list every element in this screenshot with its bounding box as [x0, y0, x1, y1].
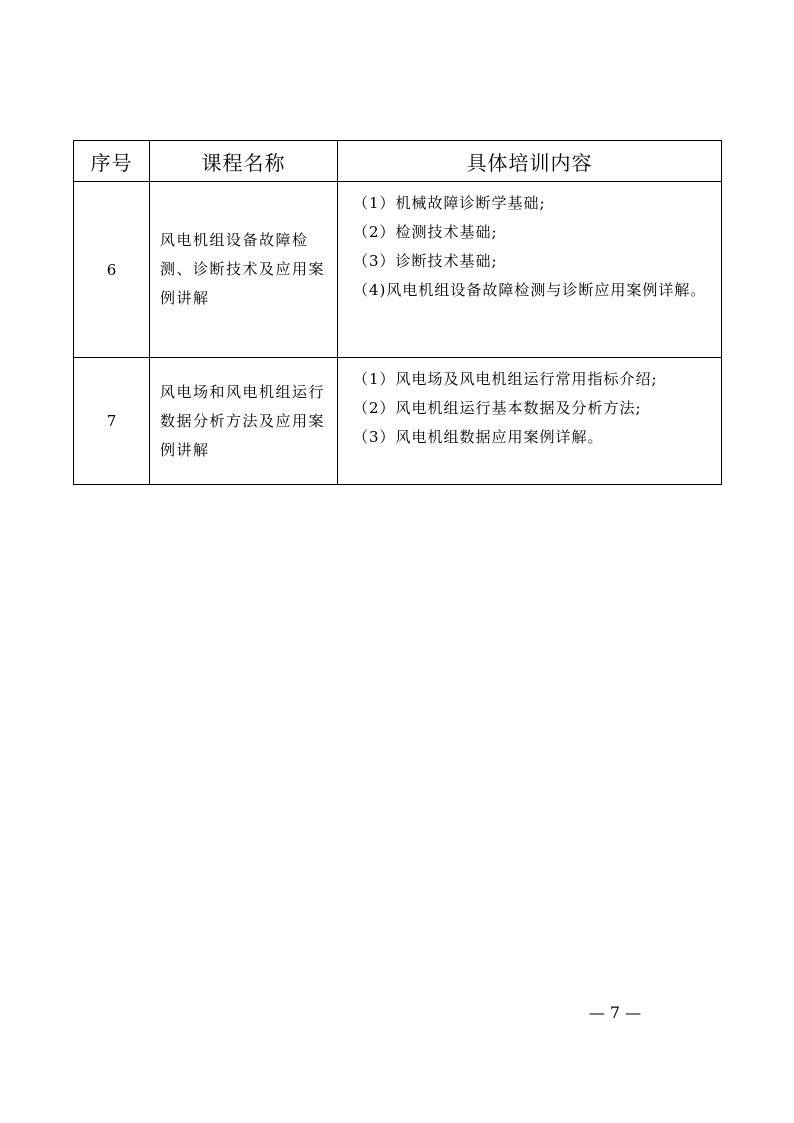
row-seq: 7	[74, 358, 150, 485]
row-seq: 6	[74, 182, 150, 358]
row-course-name: 风电场和风电机组运行数据分析方法及应用案例讲解	[150, 358, 338, 485]
content-item: （3）诊断技术基础;	[353, 252, 498, 270]
content-item: （3）风电机组数据应用案例详解。	[353, 428, 604, 446]
row-course-name: 风电机组设备故障检测、诊断技术及应用案例讲解	[150, 182, 338, 358]
table-header-row	[74, 141, 722, 182]
page-number: — 7 —	[588, 1003, 642, 1022]
content-item: （2）风电机组运行基本数据及分析方法;	[353, 399, 642, 417]
training-content-table	[73, 140, 722, 485]
content-item: （1）风电场及风电机组运行常用指标介绍;	[353, 370, 658, 388]
content-item: （2）检测技术基础;	[353, 223, 498, 241]
header-course-name: 课程名称	[150, 141, 338, 182]
header-seq: 序号	[74, 141, 150, 182]
content-item: （4)风电机组设备故障检测与诊断应用案例详解。	[353, 281, 707, 299]
table-row	[74, 182, 722, 358]
header-training-content: 具体培训内容	[338, 141, 722, 182]
row-training-content	[338, 358, 722, 485]
table-row	[74, 358, 722, 485]
row-training-content	[338, 182, 722, 358]
content-item: （1）机械故障诊断学基础;	[353, 194, 546, 212]
